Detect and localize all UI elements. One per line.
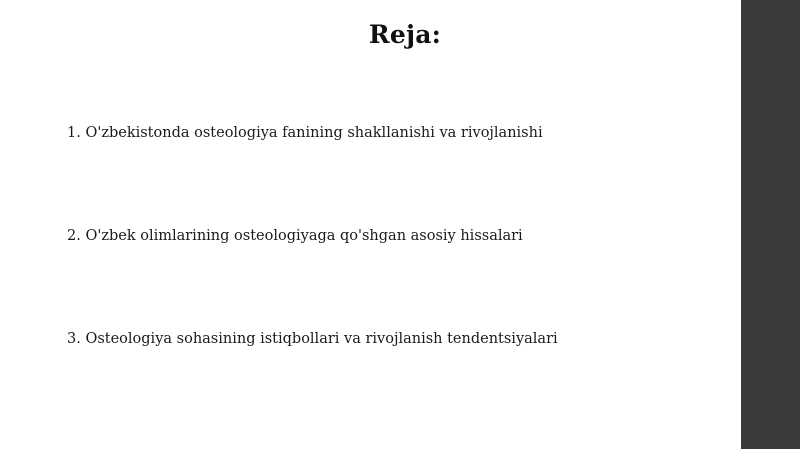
plan-item-2: 2. O'zbek olimlarining osteologiyaga qo'shgan asosiy hissalari	[67, 228, 523, 244]
plan-item-1: 1. O'zbekistonda osteologiya fanining shakllanishi va rivojlanishi	[67, 125, 543, 141]
plan-item-3: 3. Osteologiya sohasining istiqbollari va rivojlanish tendentsiyalari	[67, 331, 558, 347]
slide-title: Reja:	[368, 20, 442, 49]
side-panel	[741, 0, 800, 449]
